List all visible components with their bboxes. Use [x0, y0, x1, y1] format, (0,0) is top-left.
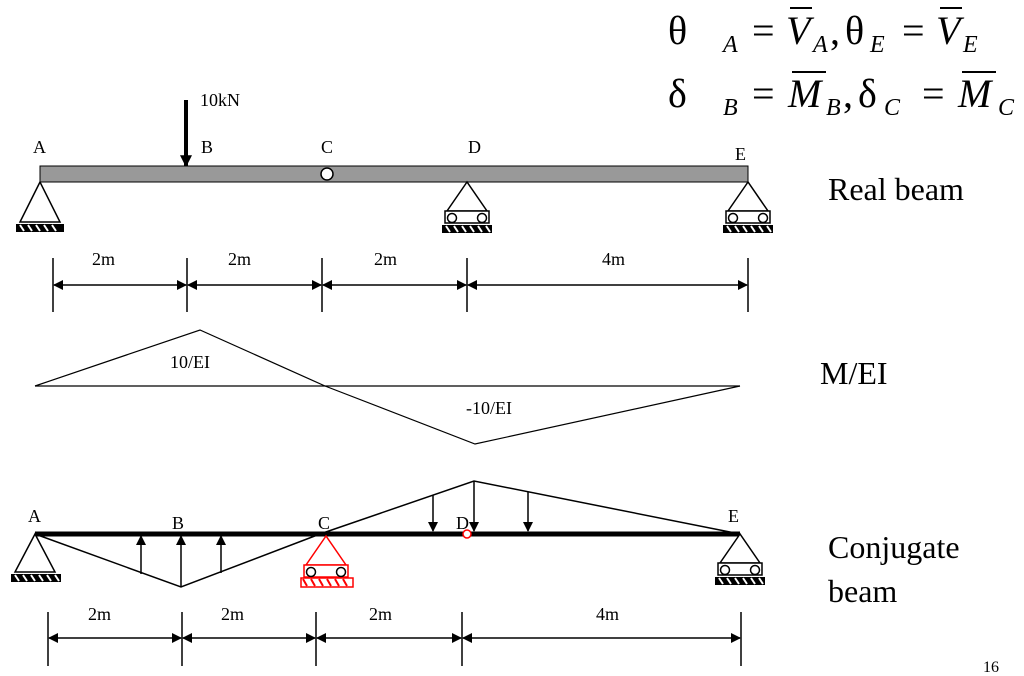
eq1-v: V — [786, 8, 811, 53]
equation-line-1 — [668, 8, 978, 58]
eq1-comma: , — [830, 8, 840, 53]
real-point-e: E — [735, 144, 746, 164]
conj-point-e: E — [728, 506, 739, 526]
real-beam — [16, 90, 964, 233]
eq2-equals-2: = — [922, 71, 945, 116]
eq2-m-2: M — [958, 71, 992, 116]
conjugate-beam-dimensions — [48, 604, 741, 666]
conjugate-label-line-2: beam — [828, 573, 898, 609]
eq2-delta: δ — [668, 71, 687, 116]
conj-roller-support-e — [715, 534, 765, 585]
pin-support-a — [16, 182, 64, 232]
eq1-equals-1: = — [752, 8, 775, 53]
conjugate-label-line-1: Conjugate — [828, 529, 960, 565]
equation-line-2 — [668, 71, 1015, 121]
real-point-b: B — [201, 137, 214, 157]
conj-dim-label-cd: 2m — [369, 604, 393, 624]
eq2-sub-c: C — [884, 95, 901, 121]
eq2-sub-b: B — [723, 95, 738, 121]
eq2-equals-1: = — [752, 71, 775, 116]
conj-dim-label-de: 4m — [596, 604, 620, 624]
real-beam-body — [40, 166, 748, 182]
conj-dim-label-bc: 2m — [221, 604, 245, 624]
eq2-msub-b: B — [826, 95, 841, 121]
dim-label-ab: 2m — [92, 249, 116, 269]
real-beam-label: Real beam — [828, 171, 964, 207]
conj-roller-support-c — [301, 536, 353, 587]
eq2-m: M — [788, 71, 822, 116]
eq1-theta-2: θ — [845, 8, 865, 53]
m-ei-diagram — [35, 330, 888, 444]
m-ei-negative-label: -10/EI — [466, 398, 512, 418]
eq2-comma: , — [843, 71, 853, 116]
conj-dim-label-ab: 2m — [88, 604, 112, 624]
m-ei-curve — [35, 330, 740, 444]
eq1-equals-2: = — [902, 8, 925, 53]
real-point-c: C — [321, 137, 334, 157]
roller-support-e — [723, 182, 773, 233]
eq1-sub-e: E — [870, 32, 885, 58]
m-ei-label: M/EI — [820, 355, 888, 391]
eq1-vsub-e: E — [963, 32, 978, 58]
hinge-c — [321, 168, 333, 180]
eq1-v-2: V — [936, 8, 961, 53]
conjugate-beam — [11, 481, 960, 609]
conj-point-c: C — [318, 513, 331, 533]
eq1-sub-a: A — [723, 32, 738, 58]
eq2-msub-c: C — [998, 95, 1015, 121]
conjugate-load-upper — [320, 481, 740, 534]
conj-point-b: B — [172, 513, 185, 533]
load-label: 10kN — [200, 90, 240, 110]
real-point-a: A — [33, 137, 46, 157]
conjugate-load-lower — [35, 534, 320, 587]
dim-label-de: 4m — [602, 249, 626, 269]
real-beam-dimensions — [53, 249, 748, 312]
m-ei-positive-label: 10/EI — [170, 352, 210, 372]
eq1-theta: θ — [668, 8, 688, 53]
eq1-vsub-a: A — [813, 32, 828, 58]
eq2-delta-2: δ — [858, 71, 877, 116]
real-point-d: D — [468, 137, 481, 157]
dim-label-cd: 2m — [374, 249, 398, 269]
roller-support-d — [442, 182, 492, 233]
conj-point-d: D — [456, 513, 469, 533]
page-number: 16 — [983, 659, 999, 676]
conj-point-a: A — [28, 506, 41, 526]
dim-label-bc: 2m — [228, 249, 252, 269]
